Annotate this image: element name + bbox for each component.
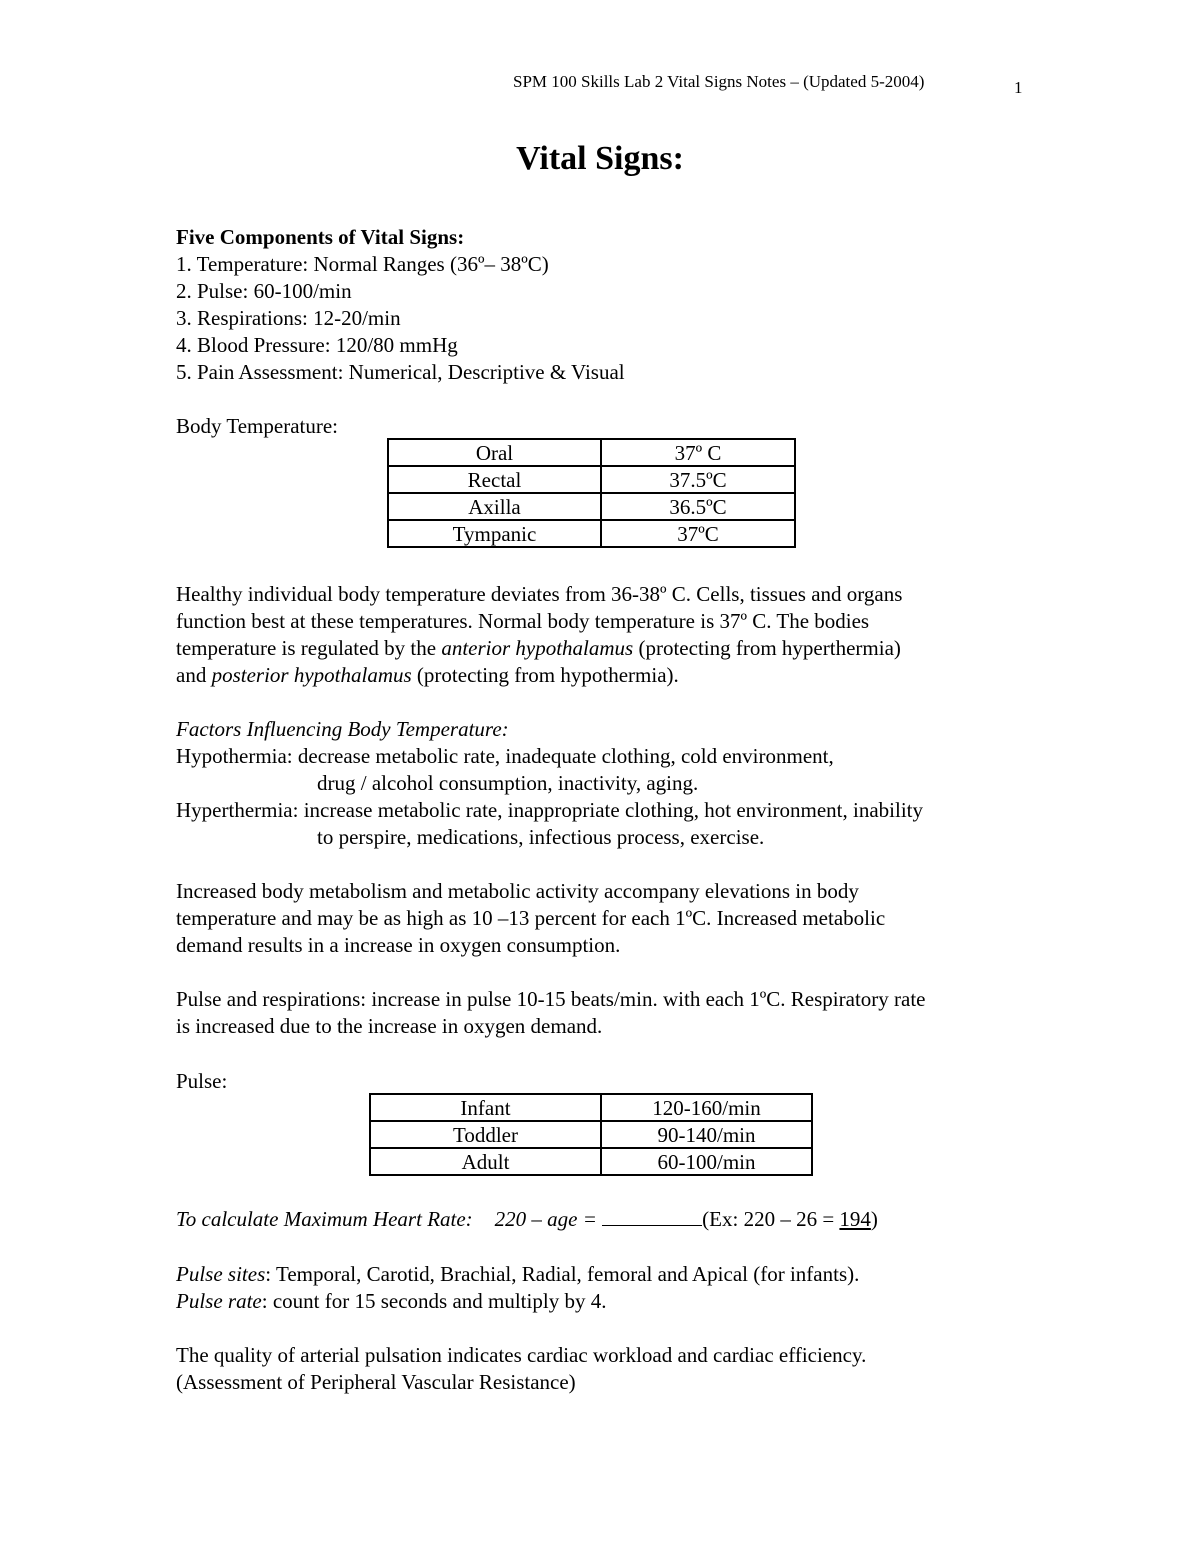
pulse-rate-text: : count for 15 seconds and multiply by 4. [261,1289,607,1313]
text: (protecting from hypothermia). [411,663,679,687]
paragraph-line: function best at these temperatures. Normal body temperature is 37º C. The bodies [176,609,870,633]
table-cell: 36.5ºC [601,493,795,520]
paragraph-line [176,635,901,662]
answer-blank [602,1207,702,1226]
components-heading: Five Components of Vital Signs: [176,225,465,249]
hypothermia-line: Hypothermia: decrease metabolic rate, inadequate clothing, cold environment, [176,744,834,768]
term-posterior-hypothalamus: posterior hypothalamus [211,663,412,687]
example-text: (Ex: 220 – 26 = [702,1207,840,1231]
hyperthermia-line: Hyperthermia: increase metabolic rate, inappropriate clothing, hot environment, inability [176,798,923,822]
paragraph-line: Pulse and respirations: increase in pulse 10-15 beats/min. with each 1ºC. Respiratory rate [176,987,926,1011]
paragraph-line: Healthy individual body temperature deviates from 36-38º C. Cells, tissues and organs [176,582,903,606]
text: (protecting from hyperthermia) [633,636,901,660]
component-item: 3. Respirations: 12-20/min [176,306,401,330]
component-item: 1. Temperature: Normal Ranges (36º– 38ºC) [176,252,549,276]
paragraph-line [176,662,679,689]
table-cell: 37º C [601,439,795,466]
max-heart-rate-formula: 220 – age = [494,1207,603,1231]
table-cell: 60-100/min [601,1148,812,1175]
table-cell: Infant [370,1094,601,1121]
example-text: ) [870,1207,878,1231]
table-row [370,1094,812,1121]
table-cell: 37ºC [601,520,795,547]
text: temperature is regulated by the [176,636,442,660]
pulse-sites-text: : Temporal, Carotid, Brachial, Radial, femoral and Apical (for infants). [265,1262,860,1286]
table-cell: 120-160/min [601,1094,812,1121]
paragraph-line: Increased body metabolism and metabolic activity accompany elevations in body [176,879,859,903]
table-row [388,439,795,466]
max-heart-rate-label: To calculate Maximum Heart Rate: [176,1207,473,1231]
table-row [388,466,795,493]
table-cell: Oral [388,439,601,466]
table-row [370,1148,812,1175]
page-number: 1 [1014,78,1023,97]
table-cell: Tympanic [388,520,601,547]
running-header: SPM 100 Skills Lab 2 Vital Signs Notes – (Updated 5-2004) [513,72,925,91]
table-row [388,493,795,520]
pulse-rate-line [176,1288,606,1315]
table-cell: Axilla [388,493,601,520]
hypothermia-line: drug / alcohol consumption, inactivity, aging. [317,771,699,795]
table-cell: 37.5ºC [601,466,795,493]
table-cell: Toddler [370,1121,601,1148]
paragraph-line: temperature and may be as high as 10 –13 percent for each 1ºC. Increased metabolic [176,906,886,930]
paragraph-line: demand results in a increase in oxygen consumption. [176,933,621,957]
term-anterior-hypothalamus: anterior hypothalamus [441,636,634,660]
text: and [176,663,212,687]
factors-heading: Factors Influencing Body Temperature: [176,717,509,741]
component-item: 4. Blood Pressure: 120/80 mmHg [176,333,458,357]
table-cell: Rectal [388,466,601,493]
body-temperature-label: Body Temperature: [176,414,339,438]
paragraph-line: (Assessment of Peripheral Vascular Resistance) [176,1370,576,1394]
table-cell: 90-140/min [601,1121,812,1148]
component-item: 5. Pain Assessment: Numerical, Descriptive & Visual [176,360,625,384]
component-item: 2. Pulse: 60-100/min [176,279,352,303]
pulse-rate-label: Pulse rate [176,1289,262,1313]
pulse-table [369,1093,813,1176]
paragraph-line: The quality of arterial pulsation indicates cardiac workload and cardiac efficiency. [176,1343,867,1367]
hyperthermia-line: to perspire, medications, infectious process, exercise. [317,825,765,849]
example-result: 194 [839,1207,871,1231]
table-cell: Adult [370,1148,601,1175]
max-heart-rate-line [176,1206,878,1233]
body-temperature-table [387,438,796,548]
pulse-label: Pulse: [176,1069,228,1093]
page-title: Vital Signs: [516,140,684,177]
pulse-sites-label: Pulse sites [176,1262,266,1286]
pulse-sites-line [176,1261,859,1288]
table-row [370,1121,812,1148]
table-row [388,520,795,547]
paragraph-line: is increased due to the increase in oxygen demand. [176,1014,603,1038]
